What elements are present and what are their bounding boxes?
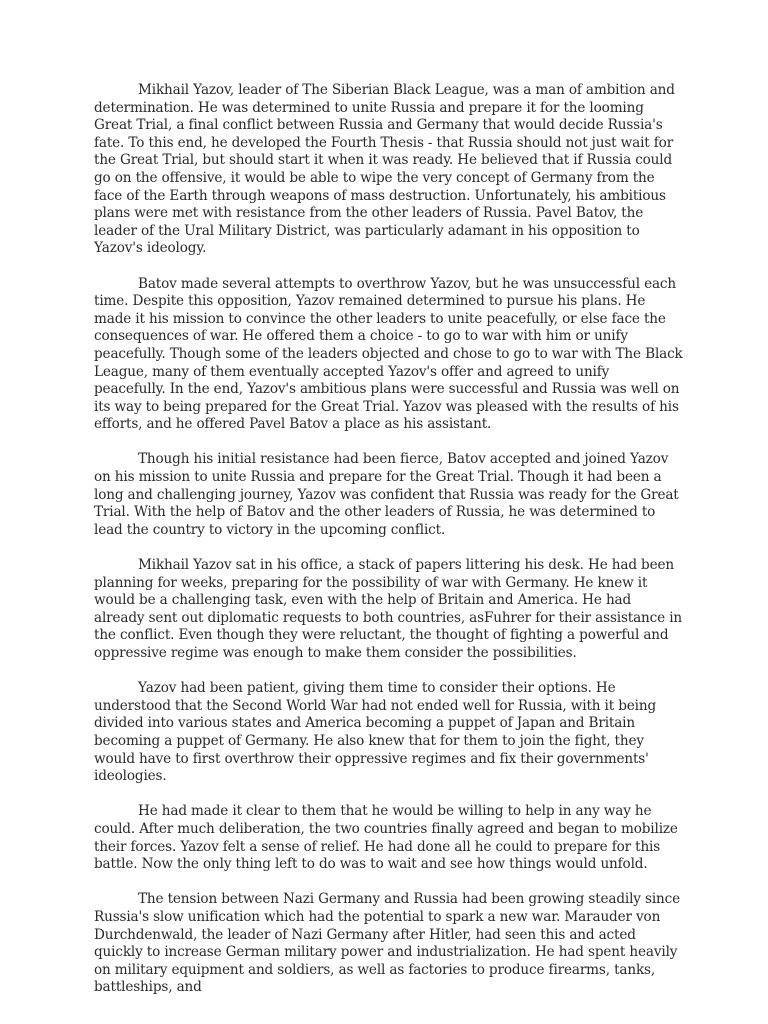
paragraph-1: Mikhail Yazov, leader of The Siberian Black League, was a man of ambition and determination. He was determined to unite Russia and prepare it for the looming Great Trial, a final conflict between Russia and Germany that would decide Russia's fate. To this end, he developed the Fourth Thesis - that Russia should not just wait for the Great Trial, but should start it when it was ready. He believed that if Russia could go on the offensive, it would be able to wipe the very concept of Germany from the face of the Earth through weapons of mass destruction. Unfortunately, his ambitious plans were met with resistance from the other leaders of Russia. Pavel Batov, the leader of the Ural Military District, was particularly adamant in his opposition to Yazov's ideology. [94, 82, 675, 257]
paragraph-3: Though his initial resistance had been fierce, Batov accepted and joined Yazov on his mission to unite Russia and prepare for the Great Trial. Though it had been a long and challenging journey, Yazov was confident that Russia was ready for the Great Trial. With the help of Batov and the other leaders of Russia, he was determined to lead the country to victory in the upcoming conflict. [94, 451, 679, 538]
document-page [94, 82, 684, 1014]
paragraph-7: The tension between Nazi Germany and Russia had been growing steadily since Russia's slow unification which had the potential to spark a new war. Marauder von Durchdenwald, the leader of Nazi Germany after Hitler, had seen this and acted quickly to increase German military power and industrialization. He had spent heavily on military equipment and soldiers, as well as factories to produce firearms, tanks, battleships, and [94, 891, 680, 996]
paragraph-4: Mikhail Yazov sat in his office, a stack of papers littering his desk. He had been planning for weeks, preparing for the possibility of war with Germany. He knew it would be a challenging task, even with the help of Britain and America. He had already sent out diplomatic requests to both countries, asFuhrer for their assistance in the conflict. Even though they were reluctant, the thought of fighting a powerful and oppressive regime was enough to make them consider the possibilities. [94, 557, 682, 661]
paragraph-2: Batov made several attempts to overthrow Yazov, but he was unsuccessful each time. Despite this opposition, Yazov remained determined to pursue his plans. He made it his mission to convince the other leaders to unite peacefully, or else face the consequences of war. He offered them a choice - to go to war with him or unify peacefully. Though some of the leaders objected and chose to go to war with The Black League, many of them eventually accepted Yazov's offer and agreed to unify peacefully. In the end, Yazov's ambitious plans were successful and Russia was well on its way to being prepared for the Great Trial. Yazov was pleased with the results of his efforts, and he offered Pavel Batov a place as his assistant. [94, 275, 683, 433]
paragraph-5: Yazov had been patient, giving them time to consider their options. He understood that the Second World War had not ended well for Russia, with it being divided into various states and America becoming a puppet of Japan and Britain becoming a puppet of Germany. He also knew that for them to join the fight, they would have to first overthrow their oppressive regimes and fix their governments' ideologies. [94, 680, 657, 785]
paragraph-6: He had made it clear to them that he would be willing to help in any way he could. After much deliberation, the two countries finally agreed and began to mobilize their forces. Yazov felt a sense of relief. He had done all he could to prepare for this battle. Now the only thing left to do was to wait and see how things would unfold. [94, 803, 678, 873]
